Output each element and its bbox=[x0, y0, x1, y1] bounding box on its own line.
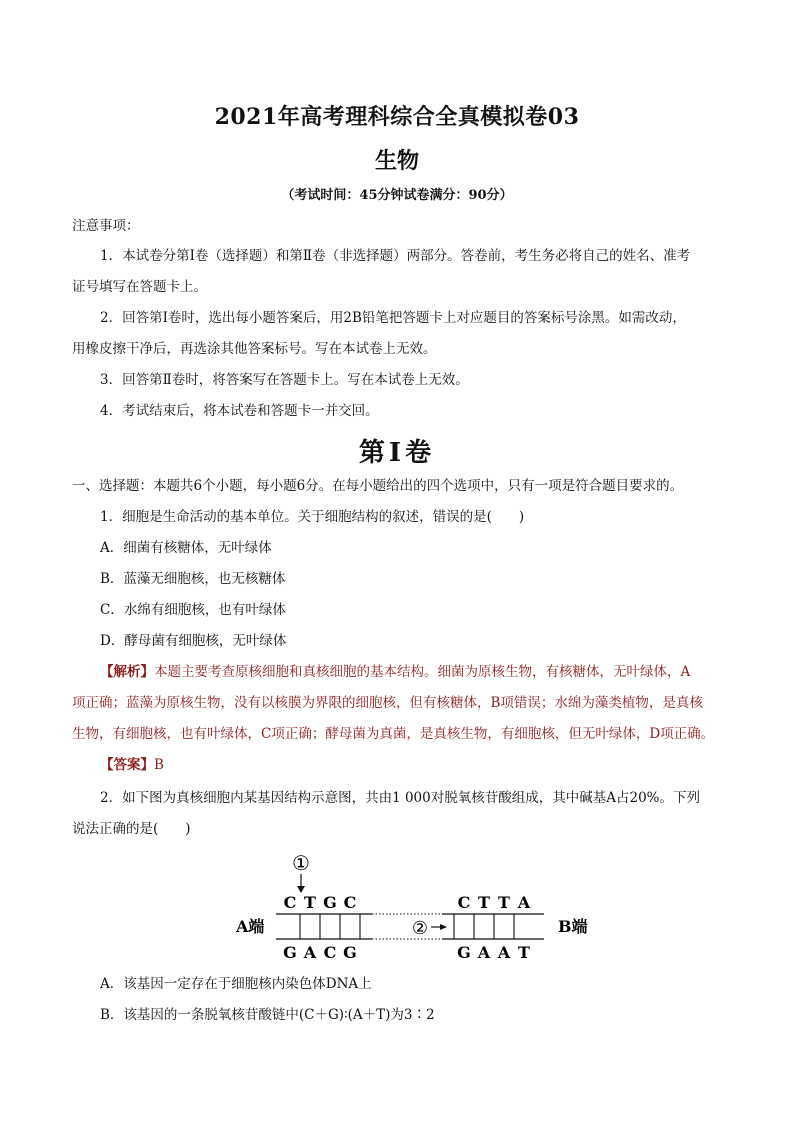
analysis-text: 本题主要考查原核细胞和真核细胞的基本结构。细菌为原核生物，有核糖体，无叶绿体，A bbox=[154, 664, 691, 680]
q1-option-d: D．酵母菌有细胞核，无叶绿体 bbox=[100, 633, 287, 649]
note-line: 1．本试卷分第Ⅰ卷（选择题）和第Ⅱ卷（非选择题）两部分。答卷前，考生务必将自己的姓名、准考 bbox=[100, 248, 691, 264]
exam-title: 2021年高考理科综合全真模拟卷03 bbox=[214, 104, 580, 130]
base: T bbox=[478, 893, 490, 912]
marker-2-arrow-head bbox=[440, 924, 447, 930]
note-line: 证号填写在答题卡上。 bbox=[72, 279, 207, 295]
answer-value: B bbox=[154, 757, 164, 773]
base: C bbox=[283, 893, 297, 912]
marker-2: ② bbox=[411, 918, 429, 939]
base: A bbox=[497, 943, 511, 962]
base: G bbox=[323, 893, 337, 912]
exam-info: （考试时间：45分钟试卷满分：90分） bbox=[281, 188, 513, 203]
right-end-label: B端 bbox=[558, 917, 588, 936]
marker-1-arrow-head bbox=[297, 886, 305, 893]
section-instruction: 一、选择题：本题共6个小题，每小题6分。在每小题给出的四个选项中，只有一项是符合题目要求的。 bbox=[72, 478, 684, 494]
q1-analysis-line: 生物，有细胞核，也有叶绿体，C项正确；酵母菌为真菌，是真核生物，有细胞核，但无叶绿体，D项正确。 bbox=[72, 726, 715, 742]
note-line: 4．考试结束后，将本试卷和答题卡一并交回。 bbox=[100, 403, 379, 419]
analysis-tag: 【解析】 bbox=[100, 664, 154, 680]
base: G bbox=[343, 943, 357, 962]
base: G bbox=[283, 943, 297, 962]
base: C bbox=[457, 893, 471, 912]
note-line: 2．回答第Ⅰ卷时，选出每小题答案后，用2B铅笔把答题卡上对应题目的答案标号涂黑。如需改动， bbox=[100, 310, 686, 326]
q1-option-c: C．水绵有细胞核，也有叶绿体 bbox=[100, 602, 286, 618]
q2-option-a: A．该基因一定存在于细胞核内染色体DNA上 bbox=[100, 976, 372, 992]
left-end-label: A端 bbox=[236, 917, 265, 936]
subject-title: 生物 bbox=[374, 148, 419, 174]
note-line: 3．回答第Ⅱ卷时，将答案写在答题卡上。写在本试卷上无效。 bbox=[100, 372, 469, 388]
base: C bbox=[323, 943, 337, 962]
base: G bbox=[457, 943, 471, 962]
q2-stem: 2．如下图为真核细胞内某基因结构示意图，共由1 000对脱氧核苷酸组成，其中碱基A占20%。下列 bbox=[100, 790, 700, 806]
answer-tag: 【答案】 bbox=[100, 757, 154, 773]
q1-analysis-line bbox=[100, 662, 732, 682]
marker-1: ① bbox=[292, 851, 310, 875]
gene-structure-figure bbox=[228, 848, 600, 966]
base: C bbox=[343, 893, 357, 912]
q1-option-a: A．细菌有核糖体，无叶绿体 bbox=[100, 540, 272, 556]
base: A bbox=[477, 943, 491, 962]
base: T bbox=[304, 893, 316, 912]
base: A bbox=[517, 893, 531, 912]
base: T bbox=[518, 943, 530, 962]
section-title: 第Ⅰ卷 bbox=[358, 438, 436, 468]
base: T bbox=[498, 893, 510, 912]
q1-answer bbox=[100, 755, 732, 775]
q1-stem: 1．细胞是生命活动的基本单位。关于细胞结构的叙述，错误的是( ) bbox=[100, 509, 525, 525]
notes-heading: 注意事项： bbox=[72, 218, 140, 234]
q2-option-b: B．该基因的一条脱氧核苷酸链中(C＋G)∶(A＋T)为3∶2 bbox=[100, 1007, 435, 1023]
base: A bbox=[303, 943, 317, 962]
q1-analysis-line: 项正确；蓝藻为原核生物，没有以核膜为界限的细胞核，但有核糖体，B项错误；水绵为藻类植物，是真核 bbox=[72, 695, 703, 711]
q2-stem: 说法正确的是( ) bbox=[72, 821, 191, 837]
q1-option-b: B．蓝藻无细胞核，也无核糖体 bbox=[100, 571, 286, 587]
note-line: 用橡皮擦干净后，再选涂其他答案标号。写在本试卷上无效。 bbox=[72, 341, 437, 357]
